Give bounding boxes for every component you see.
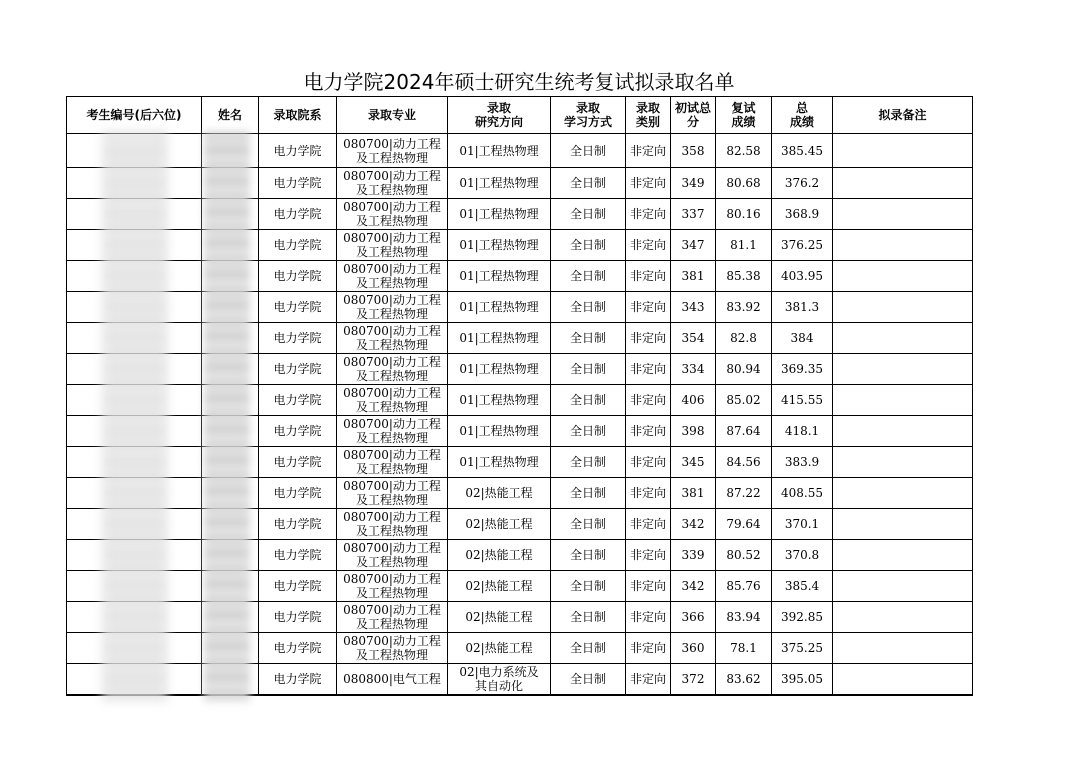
cell-direction: 01|工程热物理 xyxy=(448,292,551,323)
cell-category: 非定向 xyxy=(626,323,671,354)
cell-total-score: 385.4 xyxy=(772,571,833,602)
cell-remark xyxy=(833,354,973,385)
table-header-row xyxy=(67,97,973,134)
cell-direction: 01|工程热物理 xyxy=(448,230,551,261)
cell-remark xyxy=(833,199,973,230)
cell-direction: 02|热能工程 xyxy=(448,571,551,602)
cell-study-mode: 全日制 xyxy=(551,509,626,540)
cell-major: 080700|动力工程 及工程热物理 xyxy=(337,292,448,323)
cell-initial-score: 342 xyxy=(671,509,716,540)
cell-major: 080700|动力工程 及工程热物理 xyxy=(337,447,448,478)
cell-direction: 02|热能工程 xyxy=(448,478,551,509)
cell-remark xyxy=(833,230,973,261)
cell-total-score: 408.55 xyxy=(772,478,833,509)
cell-initial-score: 360 xyxy=(671,633,716,664)
cell-retest-score: 79.64 xyxy=(716,509,772,540)
cell-direction: 01|工程热物理 xyxy=(448,385,551,416)
cell-category: 非定向 xyxy=(626,509,671,540)
cell-retest-score: 82.8 xyxy=(716,323,772,354)
cell-school: 电力学院 xyxy=(259,540,337,571)
cell-category: 非定向 xyxy=(626,168,671,199)
cell-direction: 01|工程热物理 xyxy=(448,323,551,354)
table-row xyxy=(67,230,973,261)
cell-remark xyxy=(833,323,973,354)
cell-total-score: 368.9 xyxy=(772,199,833,230)
cell-major: 080700|动力工程 及工程热物理 xyxy=(337,354,448,385)
header-initial-score: 初试总 分 xyxy=(671,97,716,134)
table-row xyxy=(67,447,973,478)
cell-retest-score: 83.62 xyxy=(716,664,772,696)
cell-remark xyxy=(833,633,973,664)
table-row xyxy=(67,633,973,664)
cell-study-mode: 全日制 xyxy=(551,602,626,633)
cell-remark xyxy=(833,602,973,633)
cell-study-mode: 全日制 xyxy=(551,633,626,664)
cell-remark xyxy=(833,540,973,571)
cell-total-score: 385.45 xyxy=(772,134,833,168)
header-name: 姓名 xyxy=(202,97,259,134)
cell-retest-score: 85.02 xyxy=(716,385,772,416)
cell-major: 080800|电气工程 xyxy=(337,664,448,696)
cell-retest-score: 85.76 xyxy=(716,571,772,602)
admission-table xyxy=(66,96,973,696)
cell-total-score: 370.8 xyxy=(772,540,833,571)
cell-direction: 01|工程热物理 xyxy=(448,199,551,230)
cell-study-mode: 全日制 xyxy=(551,571,626,602)
cell-remark xyxy=(833,447,973,478)
cell-retest-score: 83.94 xyxy=(716,602,772,633)
cell-major: 080700|动力工程 及工程热物理 xyxy=(337,571,448,602)
cell-study-mode: 全日制 xyxy=(551,478,626,509)
header-total-score: 总 成绩 xyxy=(772,97,833,134)
cell-category: 非定向 xyxy=(626,292,671,323)
cell-school: 电力学院 xyxy=(259,447,337,478)
cell-major: 080700|动力工程 及工程热物理 xyxy=(337,199,448,230)
header-study-mode: 录取 学习方式 xyxy=(551,97,626,134)
header-candidate-id: 考生编号(后六位) xyxy=(67,97,202,134)
cell-category: 非定向 xyxy=(626,416,671,447)
redacted-candidate-ids xyxy=(102,132,168,702)
cell-study-mode: 全日制 xyxy=(551,416,626,447)
cell-school: 电力学院 xyxy=(259,261,337,292)
cell-study-mode: 全日制 xyxy=(551,230,626,261)
cell-study-mode: 全日制 xyxy=(551,134,626,168)
table-row xyxy=(67,416,973,447)
cell-category: 非定向 xyxy=(626,354,671,385)
cell-category: 非定向 xyxy=(626,602,671,633)
cell-school: 电力学院 xyxy=(259,571,337,602)
cell-direction: 02|热能工程 xyxy=(448,633,551,664)
cell-total-score: 395.05 xyxy=(772,664,833,696)
cell-initial-score: 381 xyxy=(671,478,716,509)
cell-retest-score: 82.58 xyxy=(716,134,772,168)
cell-total-score: 392.85 xyxy=(772,602,833,633)
cell-remark xyxy=(833,478,973,509)
cell-remark xyxy=(833,416,973,447)
header-major: 录取专业 xyxy=(337,97,448,134)
header-remark: 拟录备注 xyxy=(833,97,973,134)
table-row xyxy=(67,134,973,168)
cell-total-score: 376.2 xyxy=(772,168,833,199)
cell-school: 电力学院 xyxy=(259,168,337,199)
cell-retest-score: 87.22 xyxy=(716,478,772,509)
table-row xyxy=(67,199,973,230)
cell-initial-score: 343 xyxy=(671,292,716,323)
cell-category: 非定向 xyxy=(626,478,671,509)
cell-school: 电力学院 xyxy=(259,664,337,696)
cell-school: 电力学院 xyxy=(259,602,337,633)
cell-retest-score: 87.64 xyxy=(716,416,772,447)
cell-study-mode: 全日制 xyxy=(551,168,626,199)
cell-initial-score: 349 xyxy=(671,168,716,199)
cell-total-score: 415.55 xyxy=(772,385,833,416)
cell-category: 非定向 xyxy=(626,571,671,602)
cell-direction: 01|工程热物理 xyxy=(448,354,551,385)
cell-retest-score: 85.38 xyxy=(716,261,772,292)
cell-total-score: 384 xyxy=(772,323,833,354)
table-row xyxy=(67,664,973,696)
cell-direction: 02|热能工程 xyxy=(448,540,551,571)
cell-total-score: 369.35 xyxy=(772,354,833,385)
cell-retest-score: 80.94 xyxy=(716,354,772,385)
cell-direction: 02|电力系统及 其自动化 xyxy=(448,664,551,696)
cell-initial-score: 381 xyxy=(671,261,716,292)
cell-major: 080700|动力工程 及工程热物理 xyxy=(337,478,448,509)
cell-school: 电力学院 xyxy=(259,385,337,416)
cell-school: 电力学院 xyxy=(259,354,337,385)
cell-study-mode: 全日制 xyxy=(551,447,626,478)
cell-total-score: 381.3 xyxy=(772,292,833,323)
cell-category: 非定向 xyxy=(626,385,671,416)
cell-remark xyxy=(833,571,973,602)
cell-initial-score: 339 xyxy=(671,540,716,571)
cell-initial-score: 354 xyxy=(671,323,716,354)
cell-total-score: 383.9 xyxy=(772,447,833,478)
cell-initial-score: 366 xyxy=(671,602,716,633)
header-direction: 录取 研究方向 xyxy=(448,97,551,134)
cell-school: 电力学院 xyxy=(259,633,337,664)
cell-remark xyxy=(833,385,973,416)
cell-study-mode: 全日制 xyxy=(551,354,626,385)
cell-retest-score: 80.52 xyxy=(716,540,772,571)
cell-initial-score: 342 xyxy=(671,571,716,602)
cell-study-mode: 全日制 xyxy=(551,292,626,323)
table-row xyxy=(67,385,973,416)
cell-retest-score: 80.16 xyxy=(716,199,772,230)
table-row xyxy=(67,540,973,571)
cell-category: 非定向 xyxy=(626,199,671,230)
cell-initial-score: 345 xyxy=(671,447,716,478)
cell-school: 电力学院 xyxy=(259,323,337,354)
cell-direction: 01|工程热物理 xyxy=(448,447,551,478)
cell-remark xyxy=(833,509,973,540)
cell-initial-score: 347 xyxy=(671,230,716,261)
cell-remark xyxy=(833,664,973,696)
cell-major: 080700|动力工程 及工程热物理 xyxy=(337,385,448,416)
cell-school: 电力学院 xyxy=(259,134,337,168)
cell-category: 非定向 xyxy=(626,633,671,664)
table-row xyxy=(67,168,973,199)
table-row xyxy=(67,354,973,385)
cell-remark xyxy=(833,292,973,323)
cell-retest-score: 81.1 xyxy=(716,230,772,261)
cell-initial-score: 372 xyxy=(671,664,716,696)
table-row xyxy=(67,323,973,354)
cell-school: 电力学院 xyxy=(259,478,337,509)
cell-total-score: 370.1 xyxy=(772,509,833,540)
table-row xyxy=(67,478,973,509)
cell-direction: 02|热能工程 xyxy=(448,509,551,540)
page-title: 电力学院2024年硕士研究生统考复试拟录取名单 xyxy=(303,70,735,94)
cell-school: 电力学院 xyxy=(259,416,337,447)
cell-study-mode: 全日制 xyxy=(551,540,626,571)
header-school: 录取院系 xyxy=(259,97,337,134)
cell-category: 非定向 xyxy=(626,540,671,571)
table-body xyxy=(67,134,973,696)
cell-major: 080700|动力工程 及工程热物理 xyxy=(337,168,448,199)
header-retest-score: 复试 成绩 xyxy=(716,97,772,134)
cell-study-mode: 全日制 xyxy=(551,261,626,292)
cell-school: 电力学院 xyxy=(259,199,337,230)
table-row xyxy=(67,261,973,292)
cell-category: 非定向 xyxy=(626,230,671,261)
cell-school: 电力学院 xyxy=(259,230,337,261)
cell-category: 非定向 xyxy=(626,447,671,478)
cell-category: 非定向 xyxy=(626,664,671,696)
cell-retest-score: 78.1 xyxy=(716,633,772,664)
cell-direction: 01|工程热物理 xyxy=(448,134,551,168)
redacted-names xyxy=(204,132,250,702)
cell-total-score: 376.25 xyxy=(772,230,833,261)
cell-initial-score: 398 xyxy=(671,416,716,447)
cell-study-mode: 全日制 xyxy=(551,199,626,230)
cell-school: 电力学院 xyxy=(259,292,337,323)
cell-major: 080700|动力工程 及工程热物理 xyxy=(337,416,448,447)
cell-school: 电力学院 xyxy=(259,509,337,540)
cell-study-mode: 全日制 xyxy=(551,385,626,416)
table-row xyxy=(67,602,973,633)
cell-major: 080700|动力工程 及工程热物理 xyxy=(337,509,448,540)
cell-remark xyxy=(833,168,973,199)
cell-retest-score: 83.92 xyxy=(716,292,772,323)
cell-total-score: 403.95 xyxy=(772,261,833,292)
cell-initial-score: 334 xyxy=(671,354,716,385)
cell-retest-score: 84.56 xyxy=(716,447,772,478)
cell-initial-score: 337 xyxy=(671,199,716,230)
cell-direction: 01|工程热物理 xyxy=(448,168,551,199)
cell-retest-score: 80.68 xyxy=(716,168,772,199)
cell-initial-score: 406 xyxy=(671,385,716,416)
cell-study-mode: 全日制 xyxy=(551,323,626,354)
cell-major: 080700|动力工程 及工程热物理 xyxy=(337,230,448,261)
cell-study-mode: 全日制 xyxy=(551,664,626,696)
cell-direction: 01|工程热物理 xyxy=(448,261,551,292)
cell-major: 080700|动力工程 及工程热物理 xyxy=(337,261,448,292)
header-category: 录取 类别 xyxy=(626,97,671,134)
cell-direction: 01|工程热物理 xyxy=(448,416,551,447)
cell-initial-score: 358 xyxy=(671,134,716,168)
cell-major: 080700|动力工程 及工程热物理 xyxy=(337,134,448,168)
cell-remark xyxy=(833,134,973,168)
cell-major: 080700|动力工程 及工程热物理 xyxy=(337,602,448,633)
cell-total-score: 375.25 xyxy=(772,633,833,664)
cell-major: 080700|动力工程 及工程热物理 xyxy=(337,323,448,354)
cell-category: 非定向 xyxy=(626,134,671,168)
cell-major: 080700|动力工程 及工程热物理 xyxy=(337,633,448,664)
table-row xyxy=(67,571,973,602)
cell-total-score: 418.1 xyxy=(772,416,833,447)
table-row xyxy=(67,509,973,540)
table-row xyxy=(67,292,973,323)
cell-major: 080700|动力工程 及工程热物理 xyxy=(337,540,448,571)
cell-category: 非定向 xyxy=(626,261,671,292)
cell-direction: 02|热能工程 xyxy=(448,602,551,633)
cell-remark xyxy=(833,261,973,292)
